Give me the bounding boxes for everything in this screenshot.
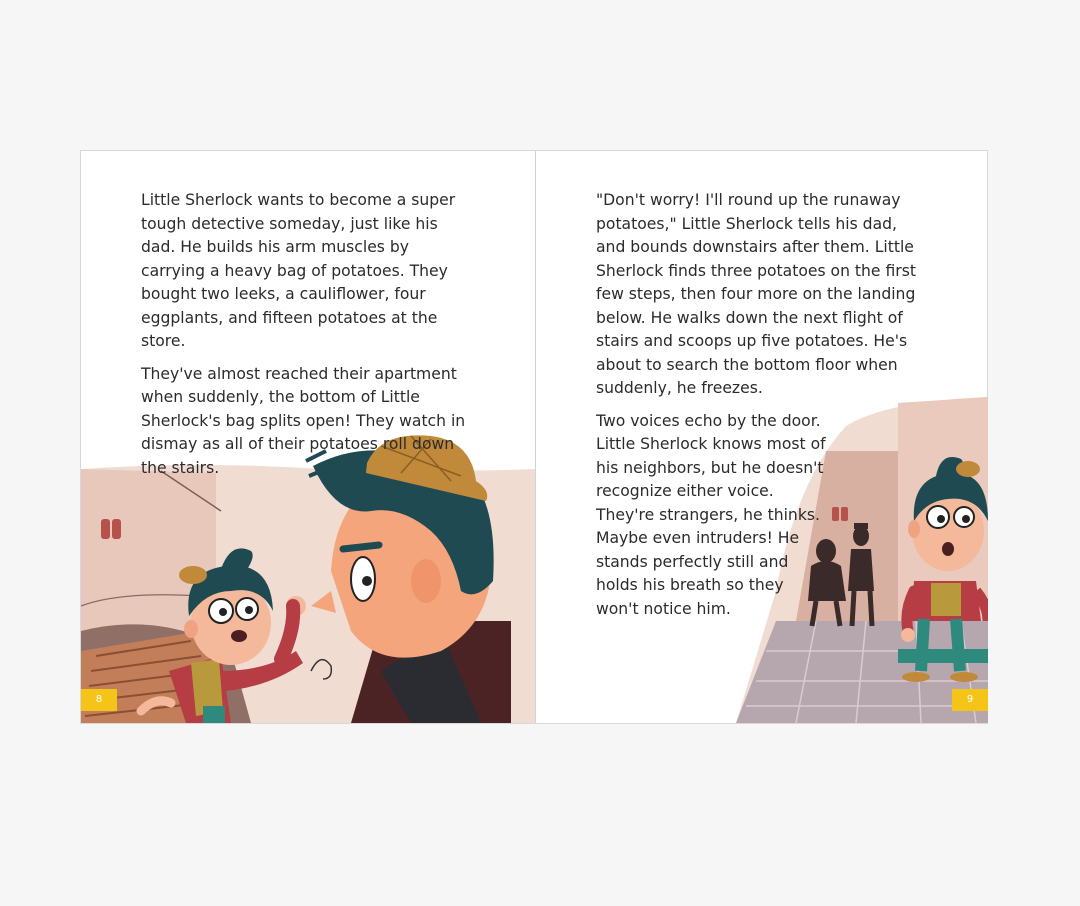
book-spread (80, 150, 988, 724)
paragraph: "Don't worry! I'll round up the runaway potatoes," Little Sherlock tells his dad, and bounds downstairs after them. Little Sherlock finds three potatoes on the first few steps, then four more on the landing below. He walks down the next flight of stairs and scoops up five potatoes. He's about to search the bottom floor when suddenly, he freezes. (596, 191, 916, 397)
left-page (81, 151, 535, 723)
page-number-badge: 9 (952, 689, 988, 711)
right-page (535, 151, 988, 723)
page-number-badge: 8 (81, 689, 117, 711)
paragraph: Two voices echo by the door. Little Sherlock knows most of his neighbors, but he doesn't recognize either voice. They're strangers, he thinks. Maybe even intruders! He stands perfectly still and holds his breath so they won't notice him. (596, 411, 826, 618)
left-page-text (141, 189, 471, 489)
paragraph: Little Sherlock wants to become a super tough detective someday, just like his dad. He builds his arm muscles by carrying a heavy bag of potatoes. They bought two leeks, a cauliflower, four eggplants, and fifteen potatoes at the store. (141, 191, 456, 350)
right-page-text (596, 189, 916, 630)
paragraph: They've almost reached their apartment when suddenly, the bottom of Little Sherlock's bag splits open! They watch in dismay as all of their potatoes roll down the stairs. (141, 364, 466, 477)
